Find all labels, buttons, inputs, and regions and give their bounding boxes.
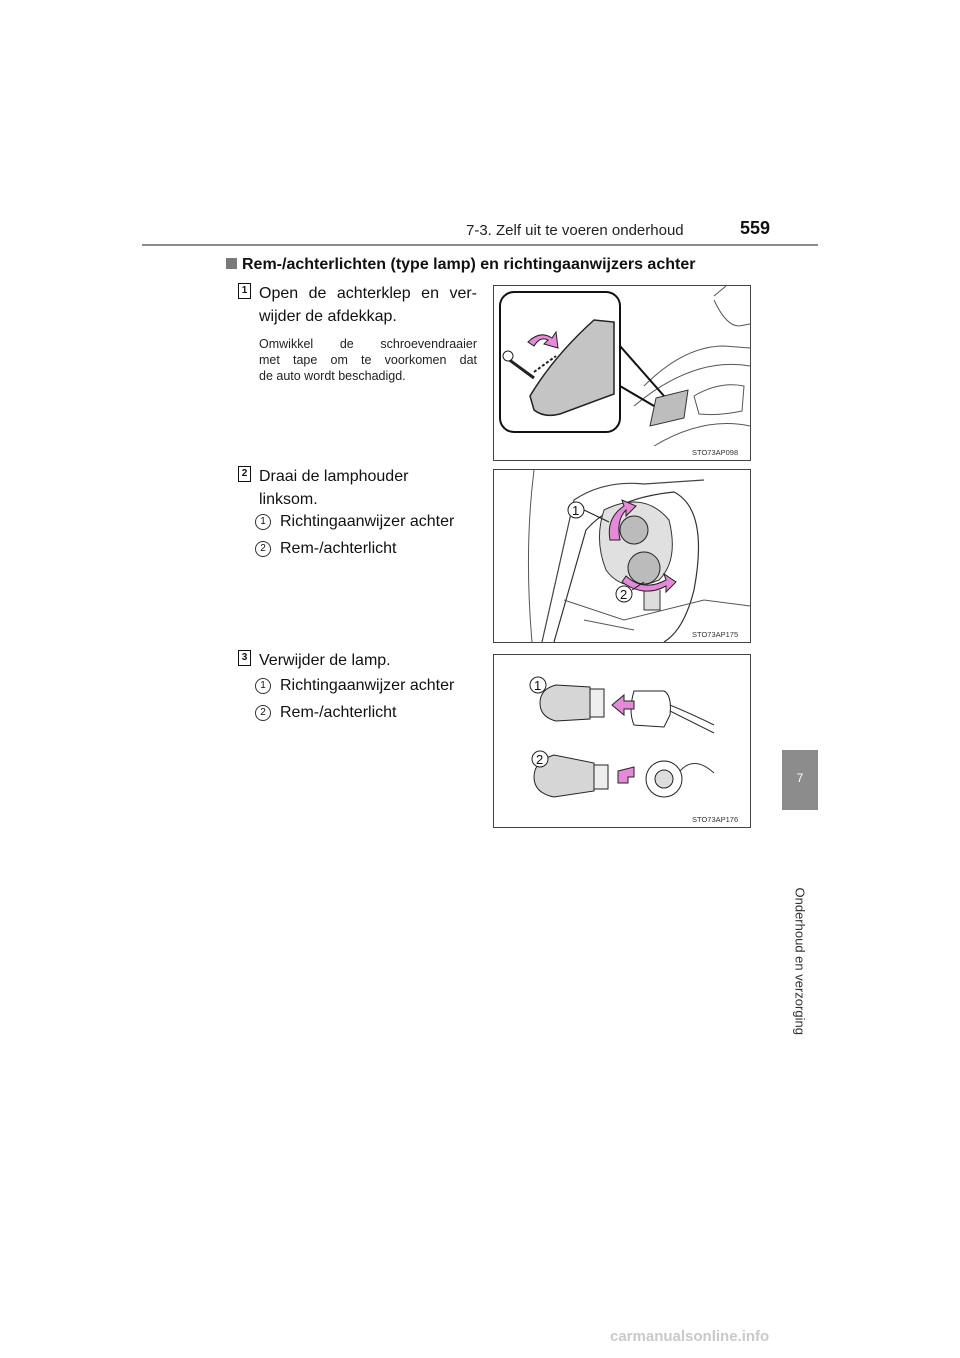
step-1-text-line: Open de achterklep en ver-: [259, 285, 477, 302]
step-2-text: [259, 465, 477, 511]
chapter-title: Onderhoud en verzorging: [792, 887, 808, 1035]
item-number: 2: [255, 705, 271, 721]
step-3-text-line: Verwijder de lamp.: [259, 652, 391, 669]
step-1-note-line: Omwikkel de schroevendraaier: [259, 337, 477, 351]
step-1-note: [259, 336, 477, 384]
lamp-holder-illustration: [494, 470, 750, 642]
procedure-heading: [226, 256, 695, 274]
figure-code: STO73AP175: [692, 630, 739, 639]
step-2-text-line: linksom.: [259, 491, 318, 508]
svg-text:2: 2: [536, 752, 544, 767]
step-number-2: 2: [238, 466, 251, 482]
step-3-text: [259, 649, 477, 672]
step-number-1: 1: [238, 283, 251, 299]
watermark: carmanualsonline.info: [610, 1328, 770, 1345]
svg-text:2: 2: [620, 587, 628, 602]
item-label: Richtingaanwijzer achter: [280, 677, 455, 694]
step-1-note-line: met tape om te voorkomen dat: [259, 353, 477, 367]
step-2-text-line: Draai de lamphouder: [259, 468, 409, 485]
bulb-removal-illustration: [494, 655, 750, 827]
step-1-text-line: wijder de afdekkap.: [259, 308, 397, 325]
header-rule: [142, 244, 818, 246]
item-label: Rem-/achterlicht: [280, 704, 397, 721]
figure-trunk-cover: [493, 285, 751, 461]
item-label: Rem-/achterlicht: [280, 540, 397, 557]
item-number: 2: [255, 541, 271, 557]
svg-text:1: 1: [572, 503, 580, 518]
section-title: 7-3. Zelf uit te voeren onderhoud: [466, 222, 684, 239]
step-1-note-line: de auto wordt beschadigd.: [259, 369, 406, 383]
procedure-heading-text: Rem-/achterlichten (type lamp) en richtingaanwijzers achter: [242, 256, 696, 273]
figure-lamp-holder: [493, 469, 751, 643]
trunk-cover-illustration: [494, 286, 750, 460]
chapter-tab: 7: [782, 750, 818, 810]
step-1-text: [259, 282, 477, 328]
square-bullet-icon: [226, 258, 237, 269]
item-label: Richtingaanwijzer achter: [280, 513, 455, 530]
item-number: 1: [255, 678, 271, 694]
step-number-3: 3: [238, 650, 251, 666]
item-number: 1: [255, 514, 271, 530]
figure-code: STO73AP098: [692, 448, 739, 457]
svg-text:1: 1: [534, 678, 542, 693]
figure-bulb-removal: [493, 654, 751, 828]
page-number: 559: [740, 218, 771, 238]
figure-code: STO73AP176: [692, 815, 739, 824]
